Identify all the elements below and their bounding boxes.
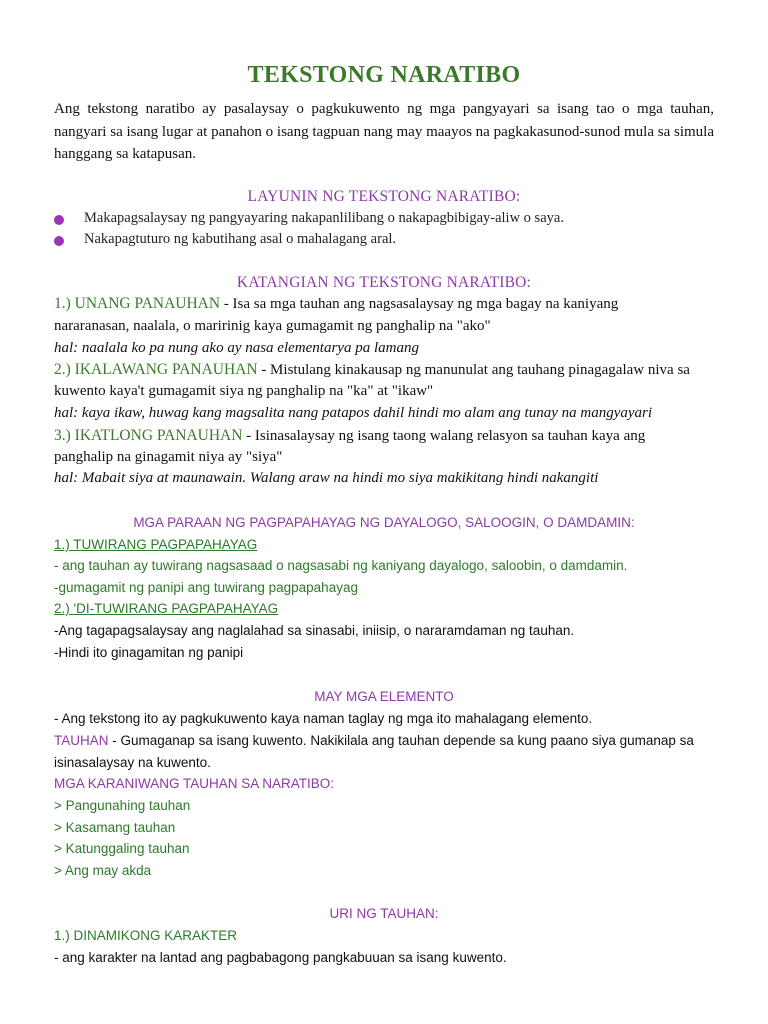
ikatlong-panauhan-example: hal: Mabait siya at maunawain. Walang araw na hindi mo siya makikitang hindi nakangiti — [54, 470, 599, 486]
unang-panauhan-line — [54, 295, 618, 313]
ikatlong-panauhan-line2: panghalip na ginagamit niya ay "siya" — [54, 449, 283, 465]
karaniwang-item: > Pangunahing tauhan — [54, 798, 191, 813]
layunin-item: Makapagsalaysay ng pangyayaring nakapanlilibang o nakapagbibigay-aliw o saya. — [84, 210, 564, 226]
unang-panauhan-label: 1.) UNANG PANAUHAN — [54, 295, 221, 312]
paraan-heading: MGA PARAAN NG PAGPAPAHAYAG NG DAYALOGO, SALOOGIN, O DAMDAMIN: — [133, 515, 635, 530]
ikatlong-panauhan-text: - Isinasalaysay ng isang taong walang relasyon sa tauhan kaya ang — [242, 428, 646, 444]
elemento-heading: MAY MGA ELEMENTO — [314, 689, 454, 704]
ikalawang-panauhan-example: hal: kaya ikaw, huwag kang magsalita nang patapos dahil hindi mo alam ang tunay na mangyayari — [54, 405, 653, 421]
intro-paragraph: Ang tekstong naratibo ay pasalaysay o pagkukuwento ng mga pangyayari sa isang tao o mga tauhan, nangyari sa isang lugar at panahon o isang tagpuan nang may maayos na pagkakasunod-sunod mula sa simula hanggang sa katapusan. — [54, 101, 714, 162]
di-tuwirang-line2: -Hindi ito ginagamitan ng panipi — [54, 645, 244, 660]
tuwirang-line2: -gumagamit ng panipi ang tuwirang pagpapahayag — [54, 580, 358, 595]
unang-panauhan-text: - Isa sa mga tauhan ang nagsasalaysay ng mga bagay na kaniyang — [220, 296, 619, 312]
tauhan-text: - Gumaganap sa isang kuwento. Nakikilala ang tauhan depende sa kung paano siya gumanap sa — [108, 733, 694, 748]
layunin-heading: LAYUNIN NG TEKSTONG NARATIBO: — [247, 188, 521, 205]
ikalawang-panauhan-label: 2.) IKALAWANG PANAUHAN — [54, 361, 258, 378]
karaniwang-item: > Kasamang tauhan — [54, 820, 176, 835]
unang-panauhan-example: hal: naalala ko pa nung ako ay nasa elementarya pa lamang — [54, 340, 419, 356]
dinamikong-label: 1.) DINAMIKONG KARAKTER — [54, 928, 238, 943]
tauhan-label: TAUHAN — [54, 733, 109, 748]
katangian-heading: KATANGIAN NG TEKSTONG NARATIBO: — [236, 274, 532, 291]
page-title: TEKSTONG NARATIBO — [247, 62, 521, 88]
di-tuwirang-line1: -Ang tagapagsalaysay ang naglalahad sa sinasabi, iniisip, o nararamdaman ng tauhan. — [54, 623, 575, 638]
ikalawang-panauhan-line2: kuwento kaya't gumagamit siya ng panghalip na "ka" at "ikaw" — [54, 383, 434, 399]
di-tuwirang-label: 2.) 'DI-TUWIRANG PAGPAPAHAYAG — [54, 601, 279, 616]
ikalawang-panauhan-line — [54, 361, 690, 379]
tuwirang-label: 1.) TUWIRANG PAGPAPAHAYAG — [54, 537, 258, 552]
ikalawang-panauhan-text: - Mistulang kinakausap ng manunulat ang tauhang pinagagalaw niva sa — [257, 362, 690, 378]
tauhan-line2: isinasalaysay na kuwento. — [54, 755, 211, 770]
uri-heading: URI NG TAUHAN: — [329, 906, 439, 921]
bullet-dot-icon — [54, 236, 64, 246]
bullet-dot-icon — [54, 215, 64, 225]
karaniwang-item: > Ang may akda — [54, 863, 152, 878]
layunin-item: Nakapagtuturo ng kabutihang asal o mahalagang aral. — [84, 231, 397, 247]
karaniwang-item: > Katunggaling tauhan — [54, 841, 190, 856]
dinamikong-line1: - ang karakter na lantad ang pagbabagong pangkabuuan sa isang kuwento. — [54, 950, 507, 965]
elemento-line1: - Ang tekstong ito ay pagkukuwento kaya naman taglay ng mga ito mahalagang elemento. — [54, 711, 593, 726]
karaniwang-heading: MGA KARANIWANG TAUHAN SA NARATIBO: — [54, 776, 335, 791]
unang-panauhan-line2: nararanasan, naalala, o maririnig kaya gumagamit ng panghalip na "ako" — [54, 318, 491, 334]
ikatlong-panauhan-label: 3.) IKATLONG PANAUHAN — [54, 427, 243, 444]
ikatlong-panauhan-line — [54, 427, 645, 445]
tauhan-line — [54, 733, 694, 748]
tuwirang-line1: - ang tauhan ay tuwirang nagsasaad o nagsasabi ng kaniyang dayalogo, saloobin, o damdamin. — [54, 558, 628, 573]
